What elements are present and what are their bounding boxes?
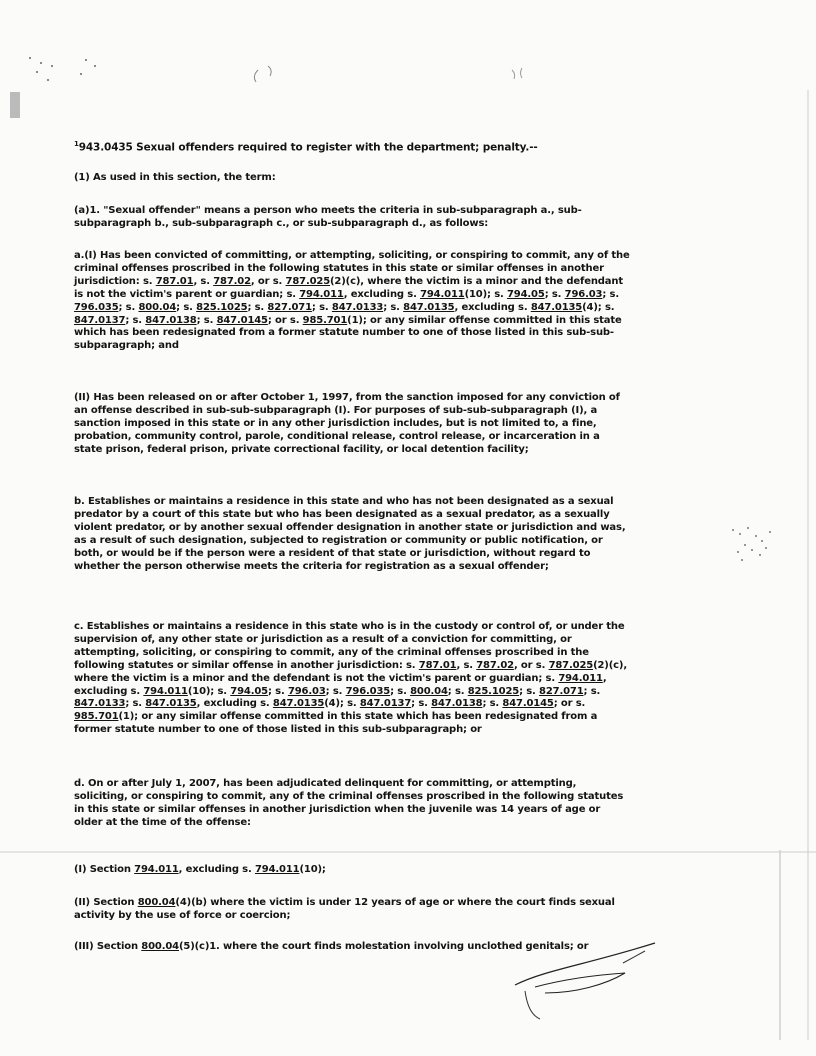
- paragraph-text: ; s.: [176, 301, 197, 313]
- paragraph-text: ; s.: [125, 314, 146, 326]
- paragraph-text: ; s.: [519, 685, 540, 697]
- statute-link: 847.0135: [530, 301, 583, 313]
- statute-link: 787.02: [213, 275, 251, 287]
- paragraph-text: ; s.: [390, 685, 411, 697]
- statute-link: 847.0133: [74, 698, 126, 710]
- statute-link: 796.03: [287, 685, 326, 697]
- paragraph-text: ; s.: [544, 288, 565, 300]
- paragraph-text: ; s.: [447, 685, 468, 697]
- statute-link: 787.01: [418, 659, 457, 671]
- statute-link: 800.04: [137, 897, 176, 908]
- paragraph-text: , s.: [193, 275, 214, 287]
- paragraph-text: (10); s.: [464, 288, 507, 300]
- paragraph-text: ; s.: [125, 698, 146, 710]
- paragraph: [74, 778, 630, 830]
- statute-link: 794.05: [506, 288, 545, 300]
- statute-link: 794.011: [299, 288, 344, 300]
- paragraph-text: , excluding s.: [74, 672, 607, 697]
- statute-link: 847.0138: [431, 698, 483, 710]
- paragraph-text: ; s.: [267, 685, 288, 697]
- statute-link: 787.01: [155, 275, 194, 287]
- statute-link: 787.02: [476, 659, 514, 671]
- paragraph-text: ; s.: [383, 301, 404, 313]
- statute-link: 847.0145: [502, 698, 554, 710]
- paragraph-text: , excluding s.: [343, 288, 421, 300]
- paragraph-text: b. Establishes or maintains a residence in this state and who has not been designated as a sexual predator by a court of this state but who has been designated as a sexual predator, as a sexually violent predator, or by another sexual offender designation in another state or jurisdiction and was, as a result of such designation, subjected to registration or community or public notification, or both, or would be if the person were a resident of that state or jurisdiction, without regard to whether the person otherwise meets the criteria for registration as a sexual offender;: [74, 496, 626, 572]
- statute-link: 796.035: [345, 685, 391, 697]
- paragraph-text: ; or s.: [267, 314, 303, 326]
- statute-link: 796.03: [564, 288, 603, 300]
- paragraph-text: (5)(c)1. where the court finds molestation involving unclothed genitals; or: [178, 941, 589, 952]
- paragraph: [74, 392, 630, 457]
- handwritten-signature: [505, 935, 675, 1025]
- paragraph-text: (2)(c), where the victim is a minor and the defendant is not the victim's parent or guardian; s.: [74, 275, 624, 300]
- paragraph: [74, 205, 630, 231]
- paragraph-text: (1); or any similar offense committed in this state which has been redesignated from a former statute number to one of those listed in this sub-sub-subparagraph; and: [74, 314, 622, 352]
- paragraph: [74, 621, 630, 737]
- statute-link: 800.04: [138, 301, 177, 313]
- paragraph: [74, 897, 630, 923]
- statute-link: 847.0133: [331, 301, 384, 313]
- paragraph-text: (4); s.: [582, 301, 615, 313]
- paragraph-text: (10); s.: [187, 685, 231, 697]
- section-heading: [74, 138, 630, 154]
- paragraph-text: ; s.: [482, 698, 503, 710]
- paragraph-text: ; s.: [247, 301, 268, 313]
- paragraph-text: (II) Section: [74, 897, 138, 908]
- statute-link: 827.071: [539, 685, 584, 697]
- paragraph: [74, 496, 630, 573]
- heading-text: 943.0435 Sexual offenders required to register with the department; penalty.--: [78, 141, 538, 154]
- paragraph-text: (1); or any similar offense committed in this state which has been redesignated from a former statute number to one of those listed in this sub-subparagraph; or: [74, 711, 598, 736]
- paragraph-text: (4)(b) where the victim is under 12 years of age or where the court finds sexual activity by the use of force or coercion;: [74, 897, 615, 921]
- statute-link: 794.011: [254, 864, 300, 875]
- paragraph-text: , excluding s.: [196, 698, 273, 710]
- statute-link: 825.1025: [196, 301, 248, 313]
- paragraph-text: (1) As used in this section, the term:: [74, 172, 276, 183]
- statute-link: 847.0137: [359, 698, 412, 710]
- paragraph-text: ; s.: [118, 301, 139, 313]
- paragraph-text: , s.: [456, 659, 477, 671]
- statute-link: 825.1025: [467, 685, 520, 697]
- paragraph-text: ; s.: [196, 314, 217, 326]
- paragraph-text: ; or s.: [553, 698, 586, 710]
- statute-link: 847.0135: [272, 698, 325, 710]
- paragraph-text: (I) Section: [74, 864, 135, 875]
- statute-link: 794.011: [143, 685, 188, 697]
- statute-link: 787.025: [285, 275, 331, 287]
- paragraph: [74, 172, 630, 185]
- statute-link: 847.0137: [74, 314, 126, 326]
- paragraph-text: ; s.: [325, 685, 346, 697]
- paragraph-text: (2)(c), where the victim is a minor and the defendant is not the victim's parent or guardian; s.: [74, 659, 627, 684]
- statute-link: 787.025: [548, 659, 594, 671]
- paragraph-text: ; s.: [311, 301, 332, 313]
- paragraph-text: (a)1. "Sexual offender" means a person who meets the criteria in sub-subparagraph a., sub-subparagraph b., sub-subparagraph c., or sub-subparagraph d., as follows:: [74, 205, 582, 229]
- statute-link: 794.011: [558, 672, 603, 684]
- paragraph: [74, 250, 630, 353]
- paragraph-text: , excluding s.: [454, 301, 531, 313]
- statute-link: 794.05: [230, 685, 268, 697]
- statute-link: 847.0135: [403, 301, 455, 313]
- statute-link: 800.04: [141, 941, 179, 952]
- paragraph-text: d. On or after July 1, 2007, has been adjudicated delinquent for committing, or attempting, soliciting, or conspiring to commit, any of the criminal offenses proscribed in the following statutes in this state or similar offenses in another jurisdiction when the juvenile was 14 years of age or older at the time of the offense:: [74, 778, 624, 828]
- statute-link: 800.04: [410, 685, 448, 697]
- footnote-marker: 1: [74, 140, 79, 148]
- paragraph-text: , or s.: [250, 275, 286, 287]
- statute-link: 827.071: [267, 301, 312, 313]
- paragraph-text: c. Establishes or maintains a residence in this state who is in the custody or control of, or under the supervision of, any other state or jurisdiction as a result of a conviction for committing, or attempting, soliciting, or conspiring to commit, any of the criminal offenses proscribed in the following statutes or similar offense in another jurisdiction: s.: [74, 621, 625, 671]
- paragraph-text: (III) Section: [74, 941, 142, 952]
- statute-link: 794.011: [420, 288, 465, 300]
- paragraph-text: (4); s.: [324, 698, 360, 710]
- paragraph-text: ; s.: [411, 698, 432, 710]
- statute-link: 985.701: [302, 314, 348, 326]
- statute-link: 985.701: [74, 711, 119, 723]
- paragraph-text: (10);: [299, 864, 326, 875]
- paragraph-text: (II) Has been released on or after October 1, 1997, from the sanction imposed for any conviction of an offense described in sub-sub-subparagraph (I). For purposes of sub-sub-subparagraph (I), a sanction imposed in this state or in any other jurisdiction includes, but is not limited to, a fine, probation, community control, parole, conditional release, control release, or incarceration in a state prison, federal prison, private correctional facility, or local detention facility;: [74, 392, 620, 455]
- paragraph: [74, 864, 630, 877]
- paragraph-text: , or s.: [513, 659, 549, 671]
- statute-link: 796.035: [74, 301, 119, 313]
- statute-link: 847.0145: [216, 314, 268, 326]
- paragraph-text: ; s.: [602, 288, 619, 300]
- statute-link: 847.0138: [145, 314, 197, 326]
- statute-link: 794.011: [134, 864, 179, 875]
- paragraph-text: , excluding s.: [178, 864, 255, 875]
- statute-link: 847.0135: [145, 698, 197, 710]
- paragraph-text: a.(I) Has been convicted of committing, or attempting, soliciting, or conspiring to commit, any of the criminal offenses proscribed in the following statutes in this state or similar offenses in another jurisdiction: s.: [74, 250, 630, 287]
- paragraph-text: ; s.: [583, 685, 601, 697]
